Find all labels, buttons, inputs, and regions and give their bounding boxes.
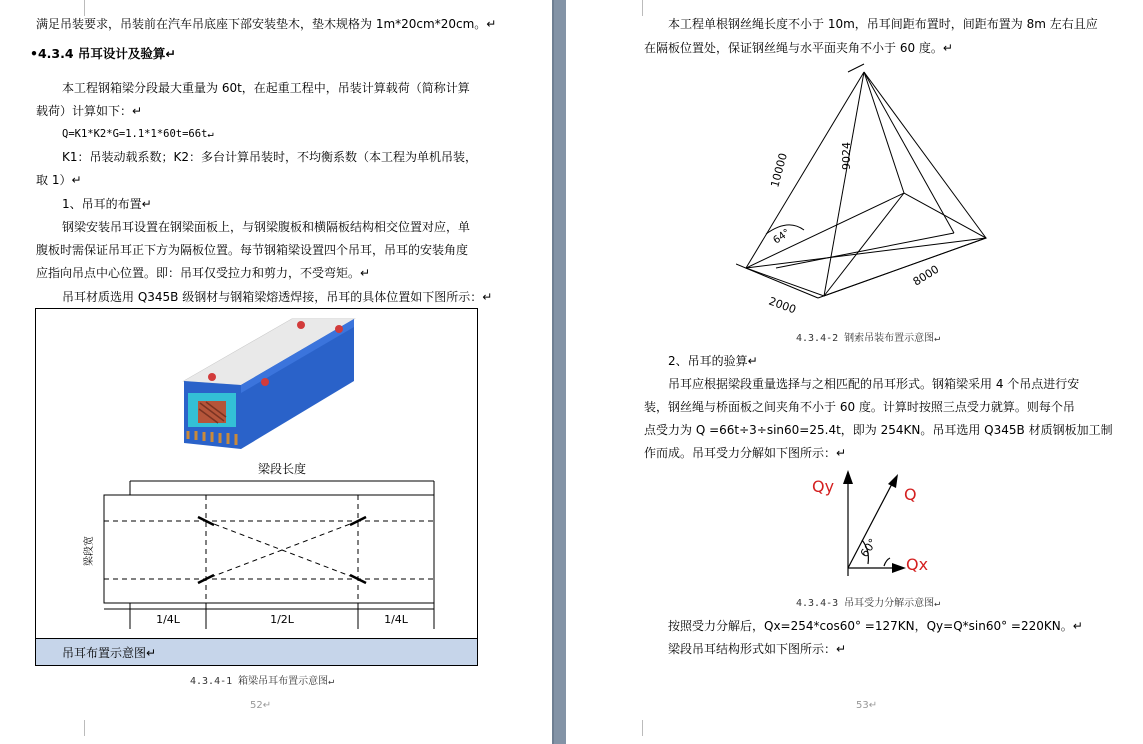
section-heading: •4.3.4 吊耳设计及验算↵: [30, 46, 176, 61]
figure-box-caption: 吊耳布置示意图↵: [62, 646, 157, 660]
force-label-qy: Qy: [812, 477, 835, 496]
page-number: 53↵: [856, 700, 878, 711]
crop-mark: [68, 0, 85, 16]
formula-line: Q=K1*K2*G=1.1*1*60t=66t↵: [62, 128, 214, 140]
paragraph-line: 作而成。吊耳受力分解如下图所示：↵: [644, 446, 847, 460]
page-number: 52↵: [250, 700, 272, 711]
paragraph-line: 应指向吊点中心位置。即：吊耳仅受拉力和剪力，不受弯矩。↵: [36, 266, 371, 280]
label-segment-length: 梁段长度: [257, 462, 307, 476]
force-decomposition-diagram: [806, 466, 966, 586]
figure-caption: 4.3.4-2 钢索吊装布置示意图↵: [796, 333, 941, 344]
dim-half: 1/2L: [270, 613, 294, 626]
figure-caption-band: [36, 638, 477, 665]
subheading: 1、吊耳的布置↵: [62, 197, 152, 211]
text-line-top: 满足吊装要求，吊装前在汽车吊底座下部安装垫木，垫木规格为 1m*20cm*20cm。↵: [36, 17, 497, 31]
figure-caption: 4.3.4-3 吊耳受力分解示意图↵: [796, 598, 941, 609]
dim-height: 9024: [840, 142, 853, 170]
angle-label: 64°: [771, 227, 793, 247]
crop-mark: [626, 0, 643, 16]
subheading: 2、吊耳的验算↵: [668, 354, 758, 368]
paragraph-line: 载荷）计算如下：↵: [36, 104, 143, 118]
crop-mark: [626, 720, 643, 736]
paragraph-line: 在隔板位置处，保证钢丝绳与水平面夹角不小于 60 度。↵: [644, 41, 953, 55]
paragraph-line: 点受力为 Q =66t÷3÷sin60=25.4t，即为 254KN。吊耳选用 Q345B 材质钢板加工制: [644, 423, 1113, 437]
crop-mark: [68, 720, 85, 736]
dim-quarter-right: 1/4L: [384, 613, 408, 626]
dim-rope-length: 10000: [768, 151, 790, 189]
document-page-right: [566, 0, 1143, 744]
paragraph-line: 取 1）↵: [36, 173, 82, 187]
lug-plan-drawing: [36, 309, 477, 639]
dim-width: 2000: [766, 294, 798, 317]
paragraph-line: 本工程单根钢丝绳长度不小于 10m，吊耳间距布置时，间距布置为 8m 左右且应: [668, 17, 1098, 31]
label-segment-width: 梁段宽: [84, 536, 95, 566]
paragraph-line: 吊耳材质选用 Q345B 级钢材与钢箱梁熔透焊接，吊耳的具体位置如下图所示：↵: [62, 290, 493, 304]
paragraph-line: 钢梁安装吊耳设置在钢梁面板上，与钢梁腹板和横隔板结构相交位置对应，单: [62, 220, 471, 234]
paragraph-line: 装，钢丝绳与桥面板之间夹角不小于 60 度。计算时按照三点受力就算。则每个吊: [644, 400, 1075, 414]
force-label-q: Q: [904, 485, 917, 504]
cable-layout-diagram: [736, 58, 1056, 318]
figure-caption: 4.3.4-1 箱梁吊耳布置示意图↵: [190, 676, 335, 687]
force-label-qx: Qx: [906, 555, 929, 574]
paragraph-line: 按照受力分解后，Qx=254*cos60° =127KN，Qy=Q*sin60° =220KN。↵: [668, 619, 1083, 633]
paragraph-line: 吊耳应根据梁段重量选择与之相匹配的吊耳形式。钢箱梁采用 4 个吊点进行安: [668, 377, 1080, 391]
paragraph-line: 本工程钢箱梁分段最大重量为 60t，在起重工程中，吊装计算载荷（简称计算: [62, 81, 470, 95]
dim-length: 8000: [910, 262, 942, 289]
figure-lifting-lug-layout: [35, 308, 478, 666]
paragraph-line: K1：吊装动载系数；K2：多台计算吊装时，不均衡系数（本工程为单机吊装，: [62, 150, 478, 164]
dim-quarter-left: 1/4L: [156, 613, 180, 626]
paragraph-line: 腹板时需保证吊耳正下方为隔板位置。每节钢箱梁设置四个吊耳，吊耳的安装角度: [36, 243, 469, 257]
paragraph-line: 梁段吊耳结构形式如下图所示：↵: [668, 642, 847, 656]
page-gutter: [552, 0, 566, 744]
force-angle-label: 60°: [857, 536, 880, 560]
document-page-left: [0, 0, 552, 744]
